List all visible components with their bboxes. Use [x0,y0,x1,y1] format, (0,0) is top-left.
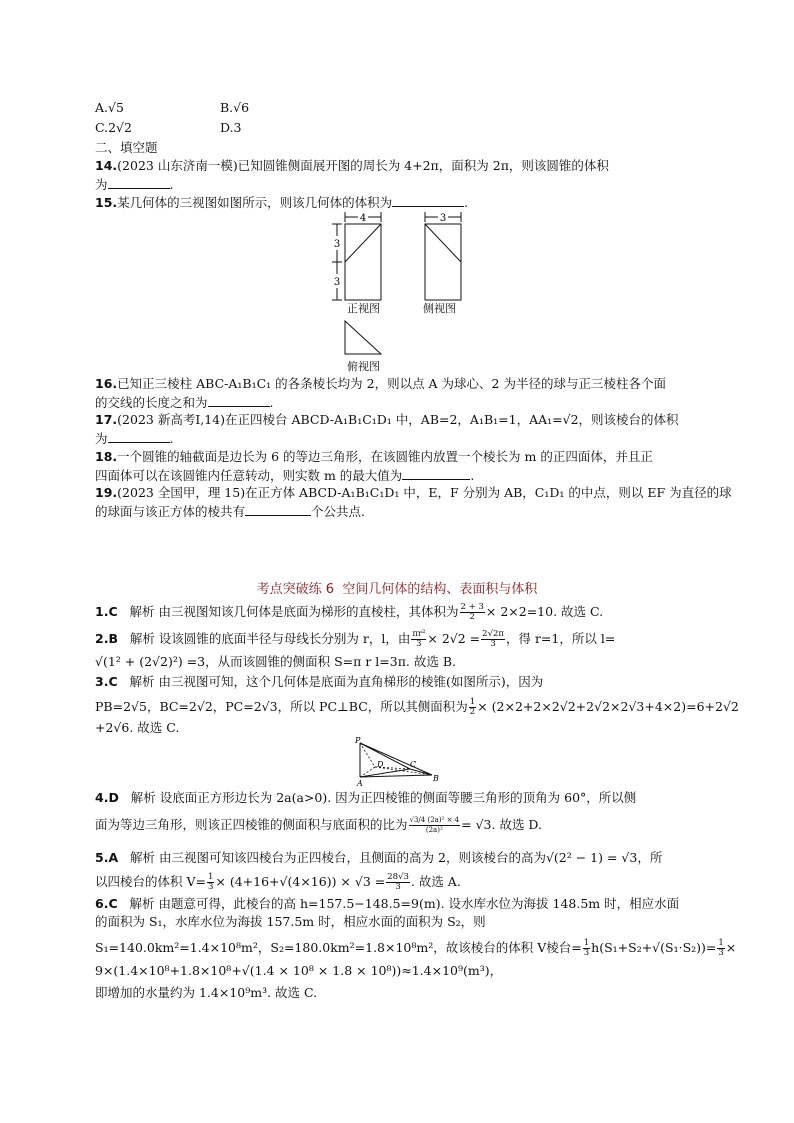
a6-line3b: h(S₁+S₂+√(S₁·S₂))= [591,940,717,955]
question-16 [95,376,666,392]
a3-number: 3.C [95,674,118,689]
a4-text2: 面为等边三角形，则该正四棱锥的侧面积与底面积的比为 [95,817,408,832]
a6-fraction-1 [583,939,590,958]
a1-frac-numerator: 2 + 3 [460,602,484,612]
a5-text3: . 故选 A. [410,874,461,889]
q17-text2: 为 [95,431,108,446]
answer-3-line2 [95,698,739,717]
question-14-line2: 为 . [95,177,174,192]
a6-frac1-denominator: 3 [583,948,590,958]
answer-3 [95,674,543,690]
section-title: 二、填空题 [95,140,158,155]
answer-2 [95,630,615,649]
a2-frac1-numerator: πr² [412,629,426,639]
top-view-label: 俯视图 [347,360,380,373]
q14-text: (2023 山东济南一模)已知圆锥侧面展开图的周长为 4+2π，面积为 2π，则该圆锥的体积 [117,158,609,173]
q15-number: 15. [95,195,118,210]
question-15: 15.某几何体的三视图如图所示，则该几何体的体积为 . [95,195,469,210]
a2-text: 解析 设该圆锥的底面半径与母线长分别为 r，l，由 [129,631,411,646]
three-view-figure [320,208,480,373]
front-dim-top: 4 [359,213,367,224]
question-19-line2 [95,503,365,520]
a2-frac1-denominator: 3 [416,639,422,649]
answers-section-title [0,578,794,597]
a2-fraction-1 [411,630,426,649]
a3-frac-numerator: 1 [469,697,476,707]
front-view-label: 正视图 [347,302,380,315]
a2-fraction-2 [481,630,505,649]
a6-frac2-denominator: 3 [718,948,724,958]
a2-frac2-numerator: 2√2π [482,629,504,639]
q19-text3: 个公共点. [311,504,365,519]
question-17 [95,412,679,428]
a3-fraction [469,698,476,717]
q14-answer-blank[interactable] [108,176,170,189]
answer-4-line2 [95,816,542,835]
q16-answer-blank[interactable] [208,394,270,407]
question-14 [95,158,609,174]
point-p: P [355,737,361,745]
a1-text: 解析 由三视图知该几何体是底面为梯形的直棱柱，其体积为 [129,604,459,619]
a4-number: 4.D [95,790,119,805]
q16-text: 已知正三棱柱 ABC-A₁B₁C₁ 的各条棱长均为 2，则以点 A 为球心、2 为半径的球与正三棱柱各个面 [117,376,666,391]
pyramid-figure [350,737,445,787]
question-18 [95,449,653,465]
answer-6-line5: 即增加的水量约为 1.4×10⁹m³. 故选 C. [95,985,318,1000]
a4-frac-denominator: (2a)² [425,826,443,834]
q14-number: 14. [95,158,118,173]
side-view-label: 侧视图 [423,302,456,315]
point-b: B [433,774,439,783]
a6-line3c: × [725,940,737,955]
q16-text2: 的交线的长度之和为 [95,395,208,410]
option-a: A.√5 [95,100,124,115]
a2-number: 2.B [95,631,118,646]
a4-frac-numerator: √3/4 (2a)² × 4 [409,816,460,824]
answer-6-line3 [95,939,736,958]
a5-mid: × (4+16+√(4×16)) × √3 = [215,874,386,889]
a3-line2a: PB=2√5，BC=2√2，PC=2√3，所以 PC⊥BC，所以其侧面积为 [95,699,468,714]
a5-frac1-denominator: 3 [207,882,214,892]
a4-text3: = √3. 故选 D. [461,817,542,832]
answer-2-line2: √(1² + (2√2)²) =3，从而该圆锥的侧面积 S=π r l=3π. 故选 B. [95,654,457,669]
answer-5 [95,850,662,866]
q15-text: 某几何体的三视图如图所示，则该几何体的体积为 [117,195,393,210]
question-17-line2: 为 . [95,431,174,446]
a5-fraction-2 [386,873,410,892]
a2-frac2-denominator: 3 [490,639,496,649]
a4-fraction [409,816,461,835]
answer-6 [95,896,679,912]
a5-fraction-1 [207,873,214,892]
a3-text: 解析 由三视图可知，这个几何体是底面为直角梯形的棱锥(如图所示)，因为 [129,674,544,689]
a6-line3a: S₁=140.0km²=1.4×10⁸m²，S₂=180.0km²=1.8×10⁸m²，故该棱台的体积 V棱台= [95,940,582,955]
a3-line2b: × (2×2+2×2√2+2√2×2√3+4×2)=6+2√2 [477,699,739,714]
q14-text2: 为 [95,177,108,192]
answer-1 [95,603,603,622]
option-b: B.√6 [220,100,250,115]
q17-number: 17. [95,412,118,427]
front-dim-left-1: 3 [333,239,341,250]
question-19 [95,485,732,501]
point-d: D [377,760,384,769]
answer-6-line4: 9×(1.4×10⁸+1.8×10⁸+√(1.4 × 10⁸ × 1.8 × 10⁸))≈1.4×10⁹(m³)， [95,963,503,978]
a5-frac2-denominator: 3 [395,882,401,892]
answer-5-line2 [95,873,461,892]
a1-fraction [460,603,485,622]
a2-text2: ，得 r=1，所以 l= [505,631,616,646]
a1-frac-denominator: 2 [469,612,475,622]
q18-answer-blank[interactable] [402,467,470,480]
q15-answer-blank[interactable] [392,194,464,207]
a6-text: 解析 由题意可得，此棱台的高 h=157.5−148.5=9(m). 设水库水位为海拔 148.5m 时，相应水面 [129,896,680,911]
a6-frac2-numerator: 1 [718,938,724,948]
a5-text2: 以四棱台的体积 V= [95,874,206,889]
q16-number: 16. [95,376,118,391]
a1-number: 1.C [95,604,118,619]
answers-title-text: 空间几何体的结构、表面积与体积 [342,582,538,597]
option-c: C.2√2 [95,120,132,135]
top-view [345,321,381,354]
a5-number: 5.A [95,850,119,865]
answer-3-line3: +2√6. 故选 C. [95,720,180,735]
question-18-line2: 四面体可以在该圆锥内任意转动，则实数 m 的最大值为 . [95,468,475,483]
a6-number: 6.C [95,896,118,911]
q19-text: (2023 全国甲，理 15)在正方体 ABCD-A₁B₁C₁D₁ 中，E，F 分别为 AB，C₁D₁ 的中点，则以 EF 为直径的球 [117,485,732,500]
q17-text: (2023 新高考Ⅰ,14)在正四棱台 ABCD-A₁B₁C₁D₁ 中，AB=2，A₁B₁=1，AA₁=√2，则该棱台的体积 [117,412,679,427]
answer-6-line2: 的面积为 S₁，水库水位为海拔 157.5m 时，相应水面的面积为 S₂，则 [95,914,486,929]
a6-frac1-numerator: 1 [583,938,590,948]
q18-text: 一个圆锥的轴截面是边长为 6 的等边三角形，在该圆锥内放置一个棱长为 m 的正四面体，并且正 [117,449,653,464]
a1-text2: × 2×2=10. 故选 C. [485,604,604,619]
option-d: D.3 [220,120,242,135]
q19-text2: 的球面与该正方体的棱共有 [95,504,246,519]
a5-frac2-numerator: 28√3 [387,872,409,882]
point-c: C [410,760,417,769]
a5-frac1-numerator: 1 [207,872,214,882]
q18-text2: 四面体可以在该圆锥内任意转动，则实数 m 的最大值为 [95,468,403,483]
front-dim-left-2: 3 [333,277,341,288]
a2-mid: × 2√2 = [427,631,481,646]
point-a: A [357,779,363,787]
q17-answer-blank[interactable] [108,430,170,443]
a6-fraction-2 [717,939,724,958]
a3-frac-denominator: 2 [469,707,476,717]
a5-text: 解析 由三视图可知该四棱台为正四棱台，且侧面的高为 2，则该棱台的高为√(2² − 1) = √3，所 [130,850,663,865]
answer-4 [95,790,636,806]
answers-title-prefix: 考点突破练 6 [256,582,335,597]
q18-number: 18. [95,449,118,464]
q19-number: 19. [95,485,118,500]
side-view [425,212,461,300]
a4-text: 解析 设底面正方形边长为 2a(a>0). 因为正四棱锥的侧面等腰三角形的顶角为 60°，所以侧 [130,790,637,805]
question-16-line2: 的交线的长度之和为 . [95,395,274,410]
q19-answer-blank[interactable] [245,503,311,516]
side-dim-top: 3 [439,213,447,224]
